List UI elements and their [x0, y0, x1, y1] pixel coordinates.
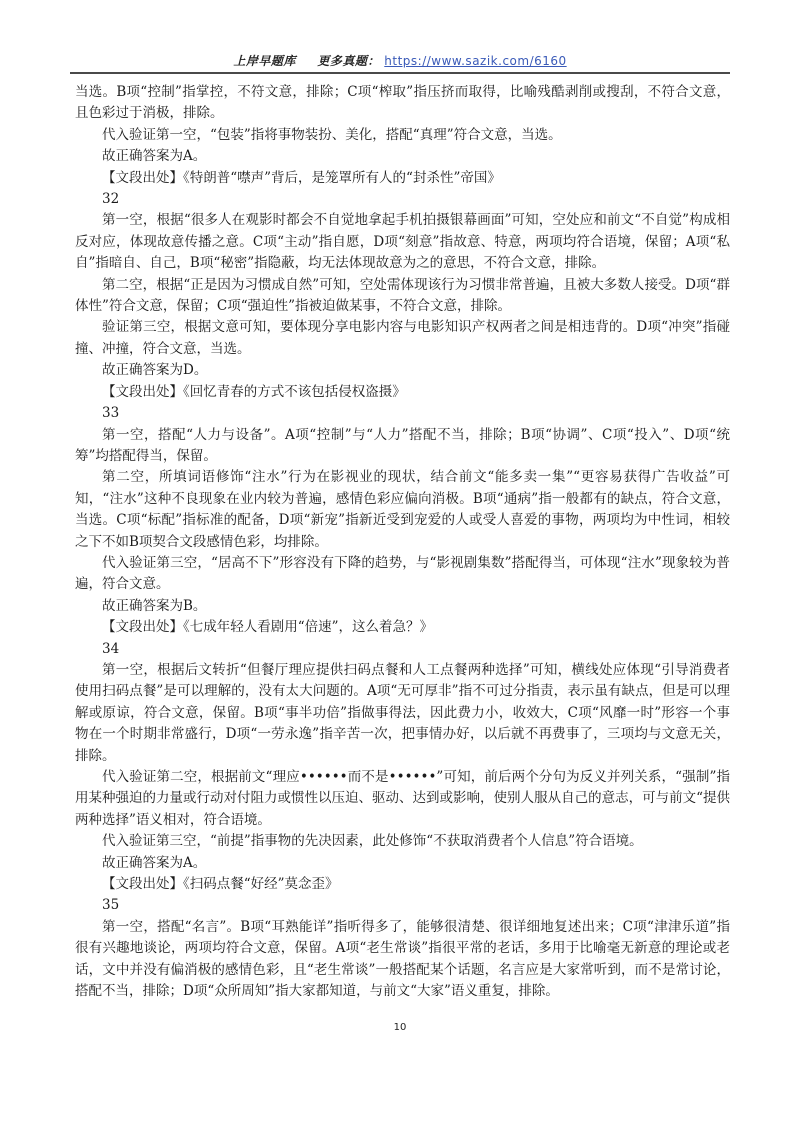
- page-header: [70, 52, 730, 69]
- source-line: 【文段出处】《七成年轻人看剧用“倍速”，这么着急？》: [102, 619, 434, 636]
- paragraph: 第二空，根据“正是因为习惯成自然”可知，空处需体现该行为习惯非常普遍，且被大多数人接受。D项“群体性”符合文意，保留；C项“强迫性”指被迫做某事，不符合文意，排除。: [75, 276, 730, 315]
- more-questions-label: 更多真题：: [317, 54, 380, 68]
- question-number: 33: [102, 405, 120, 422]
- paragraph: 第一空，搭配“人力与设备”。A项“控制”与“人力”搭配不当，排除；B项“协调”、C项“投入”、D项“统筹”均搭配得当，保留。: [75, 426, 730, 464]
- paragraph: 代入验证第一空，“包装”指将事物装扮、美化，搭配“真理”符合文意，当选。: [102, 126, 562, 143]
- header-divider: [70, 72, 730, 74]
- paragraph: 当选。B项“控制”指掌控，不符文意，排除；C项“榨取”指压挤而取得，比喻残酷剥削或搜刮，不符合文意，且色彩过于消极，排除。: [75, 84, 730, 122]
- page-number: 10: [393, 1022, 407, 1033]
- paragraph: 验证第三空，根据文意可知，要体现分享电影内容与电影知识产权两者之间是相违背的。D项“冲突”指碰撞、冲撞，符合文意，当选。: [75, 319, 730, 357]
- paragraph: 代入验证第二空，根据前文“理应••••••而不是••••••”可知，前后两个分句为反义并列关系，“强制”指用某种强迫的力量或行动对付阻力或惯性以压迫、驱动、达到或影响，使别人服从自己的意志，可与前文“提供两种选择”语义相对，符合语境。: [75, 769, 730, 828]
- source-line: 【文段出处】《特朗普“噤声”背后，是笼罩所有人的“封杀性”帝国》: [102, 169, 501, 186]
- paragraph: 故正确答案为A。: [102, 148, 207, 165]
- question-number: 34: [102, 640, 120, 657]
- site-name: 上岸早题库: [233, 54, 296, 68]
- paragraph: 故正确答案为B。: [102, 597, 207, 614]
- source-line: 【文段出处】《扫码点餐“好经”莫念歪》: [102, 876, 339, 893]
- paragraph: 代入验证第三空，“前提”指事物的先决因素，此处修饰“不获取消费者个人信息”符合语境。: [102, 833, 643, 850]
- document-body: [75, 82, 730, 1002]
- source-line: 【文段出处】《回忆青春的方式不该包括侵权盗摄》: [102, 383, 406, 400]
- question-number: 35: [102, 897, 120, 914]
- paragraph: 第二空，所填词语修饰“注水”行为在影视业的现状，结合前文“能多卖一集”“更容易获得广告收益”可知，“注水”这种不良现象在业内较为普遍，感情色彩应偏向消极。B项“通病”指一般都有的缺点，符合文意，当选。C项“标配”指标准的配备，D项“新宠”指新近受到宠爱的人或受人喜爱的事物，两项均为中性词，相较之下不如B项契合文段感情色彩，均排除。: [75, 469, 730, 550]
- paragraph: 故正确答案为D。: [102, 362, 208, 379]
- paragraph: 第一空，搭配“名言”。B项“耳熟能详”指听得多了，能够很清楚、很详细地复述出来；C项“津津乐道”指很有兴趣地谈论，两项均符合文意，保留。A项“老生常谈”指很平常的老话，多用于比喻毫无新意的理论或老话，文中并没有偏消极的感情色彩，且“老生常谈”一般搭配某个话题，名言应是大家常听到，而不是常讨论，搭配不当，排除；D项“众所周知”指大家都知道，与前文“大家”语义重复，排除。: [75, 918, 730, 1000]
- site-link[interactable]: https://www.sazik.com/6160: [384, 54, 567, 68]
- paragraph: 代入验证第三空，“居高不下”形容没有下降的趋势，与“影视剧集数”搭配得当，可体现“注水”现象较为普遍，符合文意。: [75, 554, 730, 593]
- paragraph: 第一空，根据“很多人在观影时都会不自觉地拿起手机拍摄银幕画面”可知，空处应和前文“不自觉”构成相反对应，体现故意传播之意。C项“主动”指自愿，D项“刻意”指故意、特意，两项均符合语境，保留；A项“私自”指暗自、自己，B项“秘密”指隐蔽，均无法体现故意为之的意思，不符合文意，排除。: [75, 212, 730, 272]
- question-number: 32: [102, 191, 120, 208]
- paragraph: 第一空，根据后文转折“但餐厅理应提供扫码点餐和人工点餐两种选择”可知，横线处应体现“引导消费者使用扫码点餐”是可以理解的，没有太大问题的。A项“无可厚非”指不可过分指责，表示虽有缺点，但是可以理解或原谅，符合文意，保留。B项“事半功倍”指做事得法，因此费力小，收效大，C项“风靡一时”形容一个事物在一个时期非常盛行，D项“一劳永逸”指辛苦一次，把事情办好，以后就不再费事了，三项均与文意无关，排除。: [75, 661, 730, 764]
- paragraph: 故正确答案为A。: [102, 854, 207, 871]
